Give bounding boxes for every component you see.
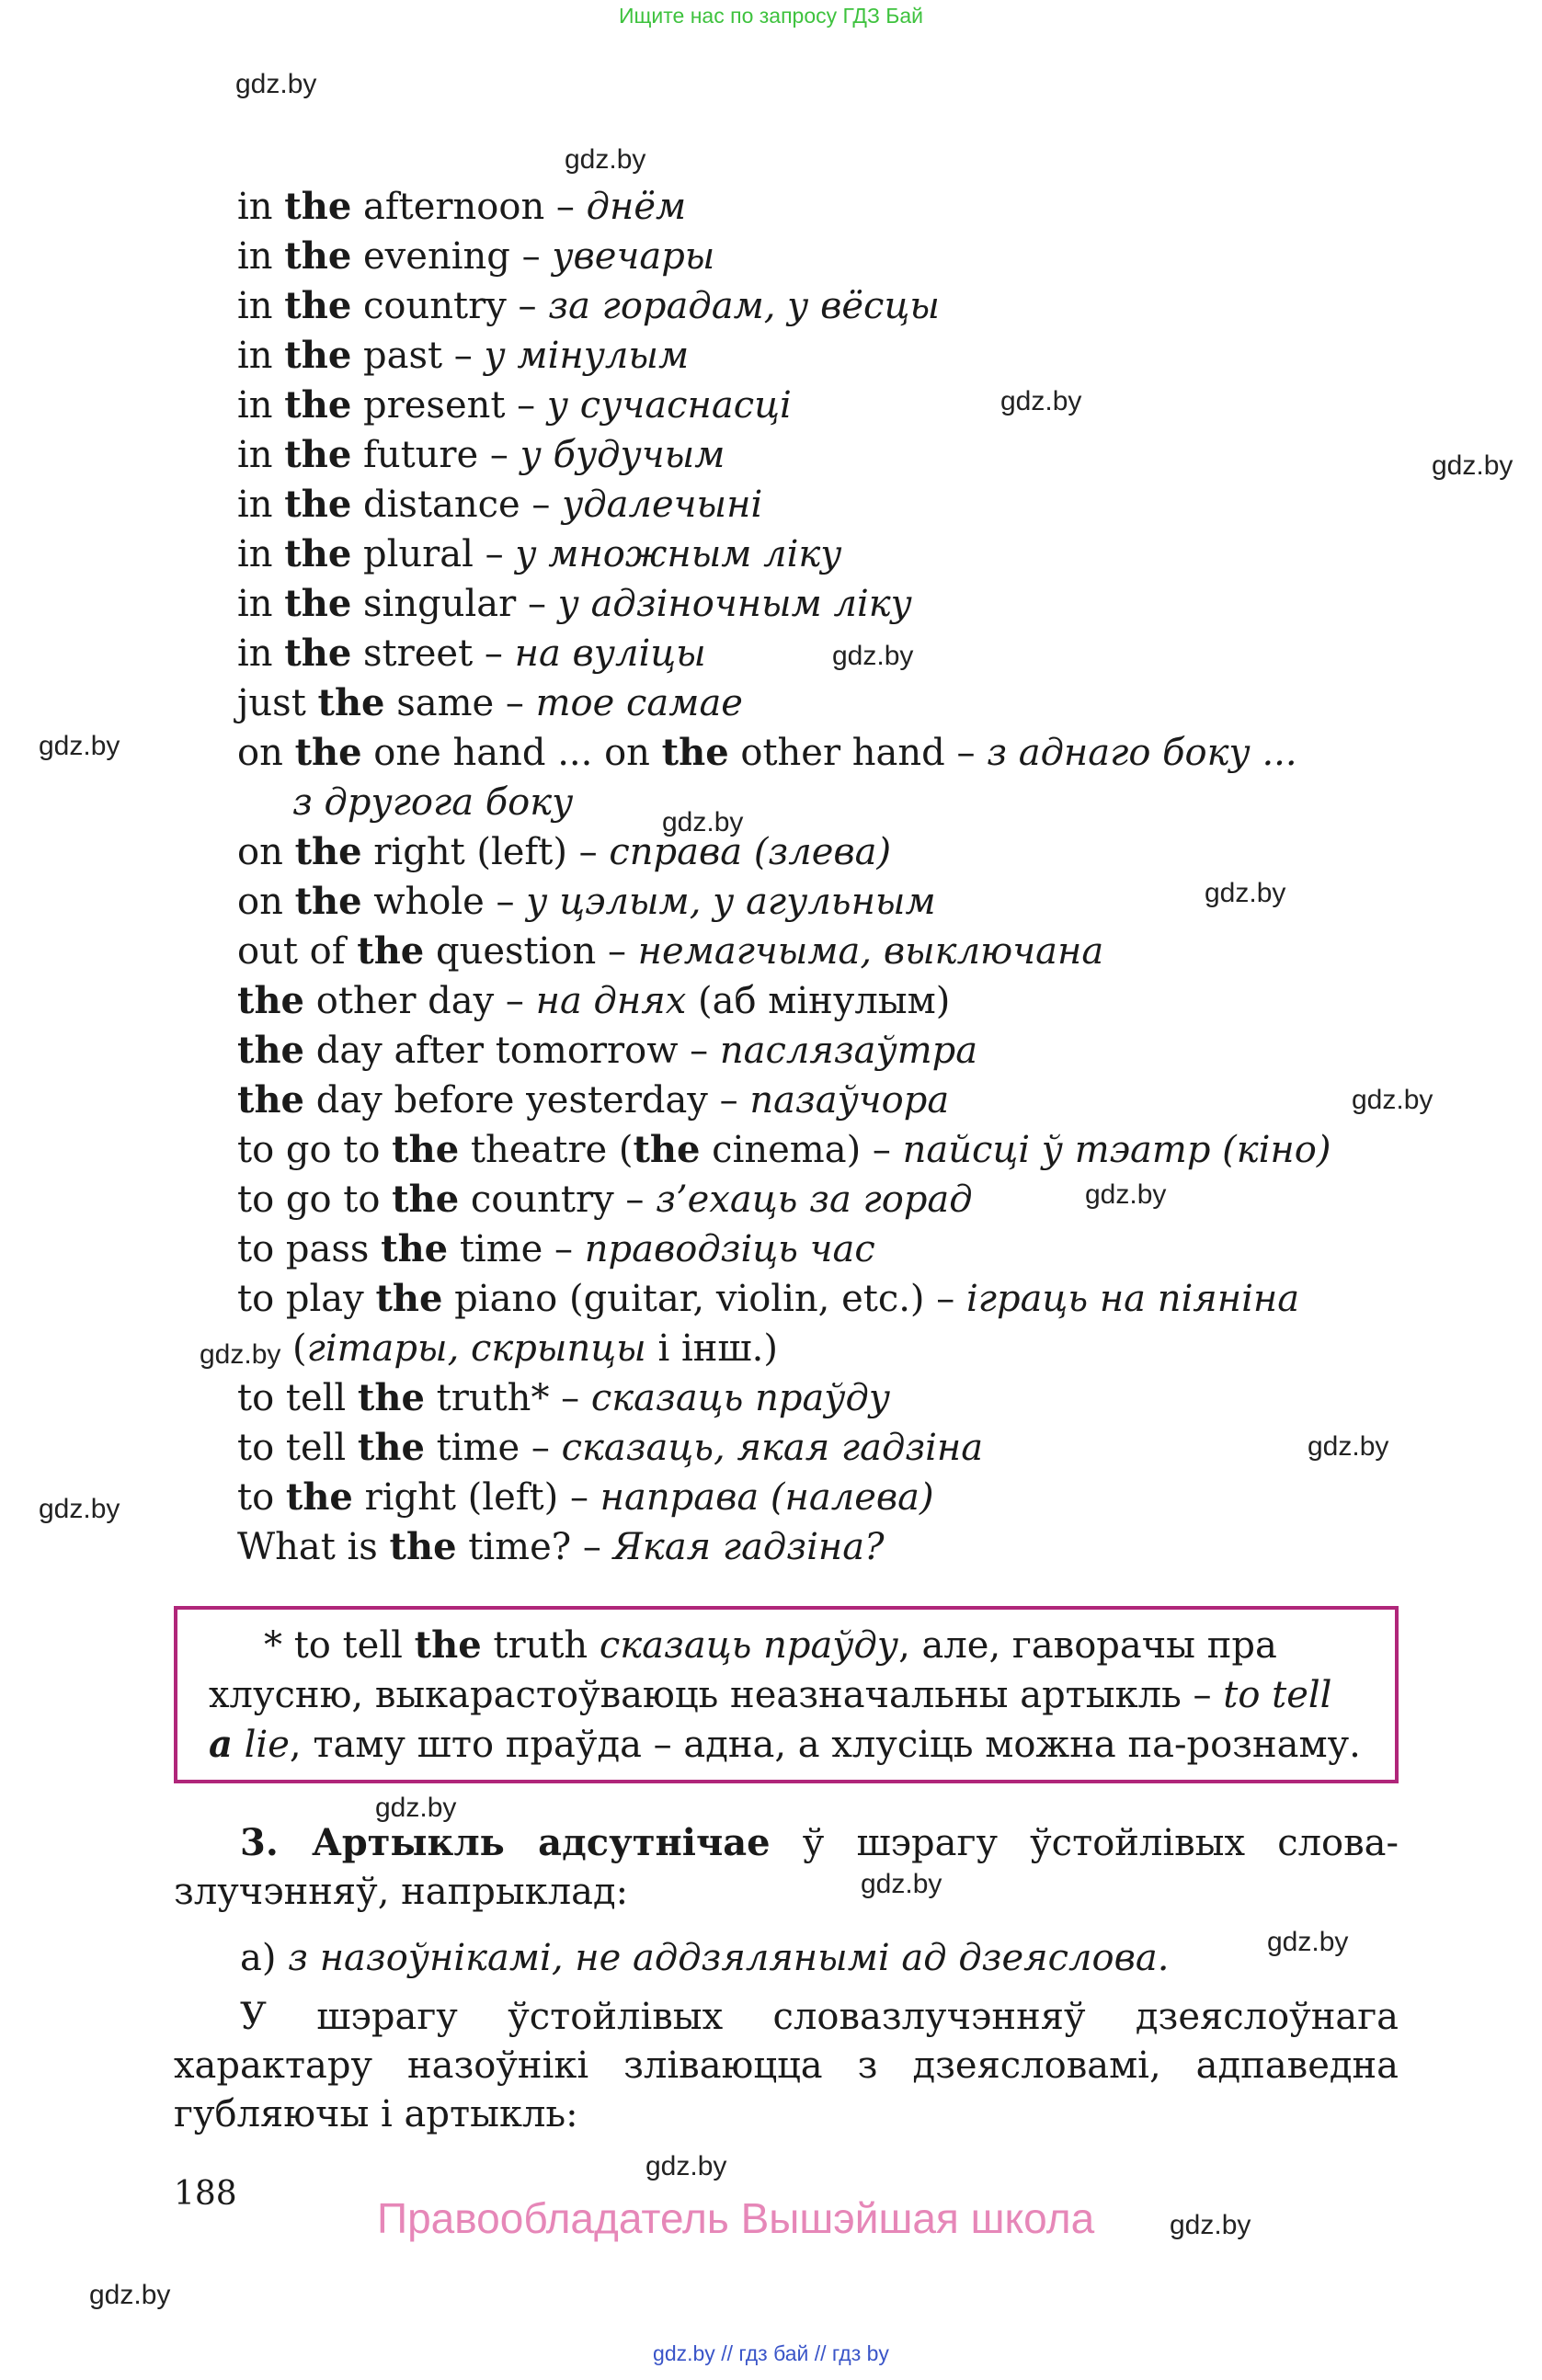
phrase-line: [237, 480, 1405, 530]
watermark: gdz.by: [861, 1869, 942, 1899]
phrase-text: same –: [384, 682, 536, 724]
phrase-article: the: [294, 731, 362, 774]
phrase-translation: у цэлым, у агульным: [526, 881, 936, 923]
phrase-text: day before yesterday –: [304, 1079, 750, 1122]
phrase-text: right (left) –: [361, 831, 610, 873]
phrase-article: the: [285, 1475, 353, 1519]
phrase-article: the: [317, 681, 385, 724]
watermark: gdz.by: [1000, 386, 1082, 416]
phrase-text: і інш.): [645, 1327, 778, 1370]
phrase-article: the: [389, 1525, 457, 1568]
phrase-line: [237, 1125, 1405, 1175]
note-article: a: [209, 1723, 233, 1766]
phrase-text: in: [237, 285, 285, 327]
phrase-article: the: [284, 532, 352, 575]
phrase-translation: у мінулым: [484, 335, 690, 377]
phrase-text: right (left) –: [352, 1476, 600, 1519]
phrase-text: on: [237, 881, 295, 923]
phrase-text: truth* –: [424, 1377, 591, 1419]
phrase-translation: праводзіць час: [584, 1228, 875, 1270]
phrase-text: on: [237, 831, 295, 873]
phrase-article: the: [284, 632, 352, 675]
phrase-translation: справа (злева): [609, 831, 892, 873]
watermark: gdz.by: [89, 2280, 171, 2310]
section-3-text: ў шэрагу ўстойлівых словазлучэнняў, напрыклад:: [174, 1822, 1399, 1913]
phrase-line: [237, 678, 1405, 728]
phrase-article: the: [237, 979, 305, 1022]
footnote-line: [209, 1670, 1364, 1720]
phrase-text: theatre (: [459, 1129, 634, 1171]
note-translation: сказаць праўду: [599, 1624, 899, 1667]
phrase-text: out of: [237, 930, 358, 973]
phrase-text: in: [237, 484, 285, 526]
item-a: [174, 1934, 1399, 1983]
watermark: gdz.by: [1205, 878, 1286, 908]
phrase-text: time –: [424, 1427, 562, 1469]
phrase-text: to go to: [237, 1129, 393, 1171]
watermark: gdz.by: [1170, 2210, 1251, 2240]
phrase-text: to pass: [237, 1228, 382, 1270]
phrase-text: street –: [351, 632, 515, 675]
phrase-translation: днём: [586, 186, 687, 228]
watermark: gdz.by: [565, 144, 646, 175]
phrase-article: the: [357, 929, 425, 973]
phrase-translation: за горадам, у вёсцы: [548, 285, 940, 327]
phrase-line: [237, 1324, 1405, 1373]
phrase-text: (аб мінулым): [686, 980, 951, 1022]
phrase-text: in: [237, 335, 285, 377]
phrase-line: [237, 381, 1405, 430]
phrase-text: in: [237, 533, 285, 575]
phrase-text: in: [237, 632, 285, 675]
phrase-article: the: [392, 1128, 460, 1171]
phrase-translation: немагчыма, выключана: [637, 930, 1104, 973]
phrase-text: to tell: [237, 1377, 358, 1419]
phrase-text: (: [292, 1327, 307, 1370]
watermark: gdz.by: [39, 1494, 120, 1524]
top-banner[interactable]: Ищите нас по запросу ГДЗ Бай: [618, 4, 924, 28]
phrase-line: [237, 877, 1405, 927]
phrase-translation: на днях: [535, 980, 687, 1022]
phrase-article: the: [633, 1128, 701, 1171]
watermark: gdz.by: [645, 2151, 727, 2181]
phrase-translation: на вуліцы: [514, 632, 706, 675]
phrase-line: [237, 232, 1405, 281]
phrase-line: [237, 1224, 1405, 1274]
phrase-article: the: [284, 234, 352, 278]
phrase-line: [237, 1473, 1405, 1522]
phrase-translation: увечары: [552, 235, 715, 278]
phrase-text: in: [237, 235, 285, 278]
note-text: truth: [481, 1624, 600, 1667]
phrase-text: in: [237, 583, 285, 625]
phrase-text: just: [237, 682, 318, 724]
phrase-translation: сказаць, якая гадзіна: [561, 1427, 984, 1469]
phrase-translation: іграць на піяніна: [965, 1278, 1300, 1320]
phrase-article: the: [284, 582, 352, 625]
phrase-text: to tell: [237, 1427, 358, 1469]
phrase-translation: у сучаснасці: [546, 384, 792, 427]
phrase-text: in: [237, 186, 285, 228]
phrase-translation: у множным ліку: [515, 533, 842, 575]
phrase-article: the: [381, 1227, 449, 1270]
paragraph: У шэрагу ўстойлівых словазлучэнняў дзеяслоўнага характару назоўнікі зліваюцца з дзеясловамі, адпаведна губляючы і артыкль:: [174, 1996, 1399, 2135]
phrase-text: present –: [351, 384, 547, 427]
phrase-text: other hand –: [728, 732, 988, 774]
phrase-text: in: [237, 384, 285, 427]
phrase-article: the: [661, 731, 729, 774]
phrase-article: the: [294, 880, 362, 923]
watermark: gdz.by: [235, 69, 317, 99]
phrase-line: [237, 728, 1405, 778]
note-text: , але, гаворачы пра: [898, 1624, 1277, 1667]
note-text: , таму што праўда – адна, а хлусіць можна па-рознаму.: [289, 1724, 1361, 1766]
phrase-line: [237, 1026, 1405, 1076]
watermark: gdz.by: [832, 641, 914, 671]
phrase-text: plural –: [351, 533, 516, 575]
phrase-line: [237, 331, 1405, 381]
watermark: gdz.by: [1432, 450, 1513, 481]
phrase-article: the: [284, 383, 352, 427]
phrase-text: future –: [351, 434, 520, 476]
phrase-article: the: [357, 1376, 425, 1419]
phrase-line: [237, 1076, 1405, 1125]
phrase-article: the: [284, 284, 352, 327]
phrase-translation: пайсці ў тэатр (кіно): [902, 1129, 1331, 1171]
watermark: gdz.by: [375, 1793, 457, 1823]
phrase-text: past –: [351, 335, 485, 377]
phrase-line: [237, 430, 1405, 480]
phrase-text: singular –: [351, 583, 558, 625]
note-text: * to tell: [264, 1624, 415, 1667]
phrase-line: [237, 1175, 1405, 1224]
phrase-article: the: [294, 830, 362, 873]
phrase-line: [237, 778, 1405, 827]
watermark: gdz.by: [1085, 1179, 1167, 1210]
footnote-line: [209, 1621, 1364, 1670]
phrase-text: country –: [459, 1179, 657, 1221]
phrase-text: evening –: [351, 235, 553, 278]
phrase-line: [237, 1522, 1405, 1572]
phrase-article: the: [237, 1078, 305, 1122]
phrase-text: other day –: [304, 980, 536, 1022]
watermark: gdz.by: [1352, 1085, 1433, 1115]
phrase-article: the: [284, 185, 352, 228]
phrase-line: [237, 530, 1405, 579]
phrase-translation: гітары, скрыпцы: [306, 1327, 646, 1370]
watermark: gdz.by: [39, 731, 120, 761]
watermark: gdz.by: [200, 1339, 281, 1370]
phrase-text: question –: [424, 930, 638, 973]
bottom-banner[interactable]: gdz.by // гдз бай // гдз by: [653, 2341, 889, 2365]
watermark: gdz.by: [1308, 1431, 1389, 1462]
phrase-text: to play: [237, 1278, 376, 1320]
phrase-article: the: [284, 483, 352, 526]
phrase-translation: удалечыні: [562, 484, 763, 526]
phrase-text: on: [237, 732, 295, 774]
page-number: 188: [174, 2175, 237, 2213]
rights-holder: Правообладатель Вышэйшая школа: [377, 2194, 1095, 2242]
phrase-line: [237, 927, 1405, 976]
note-example: lie: [232, 1724, 290, 1766]
phrase-article: the: [392, 1178, 460, 1221]
item-a-marker: а): [240, 1937, 289, 1979]
phrase-text: one hand ... on: [361, 732, 662, 774]
phrase-translation: у адзіночным ліку: [557, 583, 912, 625]
footnote-box: [174, 1606, 1399, 1783]
phrase-text: time –: [448, 1228, 585, 1270]
phrase-line: [237, 1423, 1405, 1473]
phrase-translation: направа (налева): [600, 1476, 934, 1519]
phrase-text: piano (guitar, violin, etc.) –: [442, 1278, 966, 1320]
phrase-text: day after tomorrow –: [304, 1030, 720, 1072]
phrase-translation: у будучым: [520, 434, 725, 476]
phrase-text: to go to: [237, 1179, 393, 1221]
phrase-translation: сказаць праўду: [590, 1377, 891, 1419]
phrase-text: time? –: [456, 1526, 613, 1568]
phrase-article: the: [284, 433, 352, 476]
phrase-text: afternoon –: [351, 186, 587, 228]
phrase-line: [237, 182, 1405, 232]
phrase-translation: з аднаго боку ...: [987, 732, 1297, 774]
phrase-translation: з другога боку: [292, 781, 574, 824]
footnote-line: [209, 1720, 1364, 1770]
phrase-text: in: [237, 434, 285, 476]
note-example: to tell: [1223, 1674, 1332, 1716]
phrase-text: distance –: [351, 484, 563, 526]
phrase-text: cinema) –: [700, 1129, 903, 1171]
phrase-article: the: [357, 1426, 425, 1469]
watermark: gdz.by: [1267, 1927, 1349, 1957]
phrase-translation: тое самае: [535, 682, 743, 724]
phrase-list: [237, 182, 1405, 1572]
phrase-text: What is: [237, 1526, 390, 1568]
phrase-line: [237, 1274, 1405, 1324]
phrase-line: [237, 281, 1405, 331]
watermark: gdz.by: [662, 807, 744, 837]
phrase-article: the: [237, 1029, 305, 1072]
phrase-line: [237, 827, 1405, 877]
phrase-text: country –: [351, 285, 549, 327]
item-a-text: з назоўнікамі, не аддзялянымі ад дзеяслова.: [288, 1937, 1170, 1979]
phrase-translation: паслязаўтра: [719, 1030, 978, 1072]
section-3-bold: 3. Артыкль адсутнічае: [240, 1821, 771, 1864]
phrase-translation: Якая гадзіна?: [612, 1526, 885, 1568]
phrase-line: [237, 579, 1405, 629]
section-3-heading: [174, 1818, 1399, 1917]
note-text: хлусню, выкарастоўваюць неазначальны артыкль –: [209, 1674, 1224, 1716]
phrase-line: [237, 1373, 1405, 1423]
phrase-line: [237, 976, 1405, 1026]
phrase-translation: пазаўчора: [749, 1079, 950, 1122]
phrase-line: [237, 629, 1405, 678]
phrase-text: to: [237, 1476, 286, 1519]
phrase-text: whole –: [361, 881, 527, 923]
phrase-article: the: [284, 334, 352, 377]
note-article: the: [414, 1623, 482, 1667]
phrase-article: the: [375, 1277, 443, 1320]
phrase-translation: з’ехаць за горад: [656, 1179, 973, 1221]
